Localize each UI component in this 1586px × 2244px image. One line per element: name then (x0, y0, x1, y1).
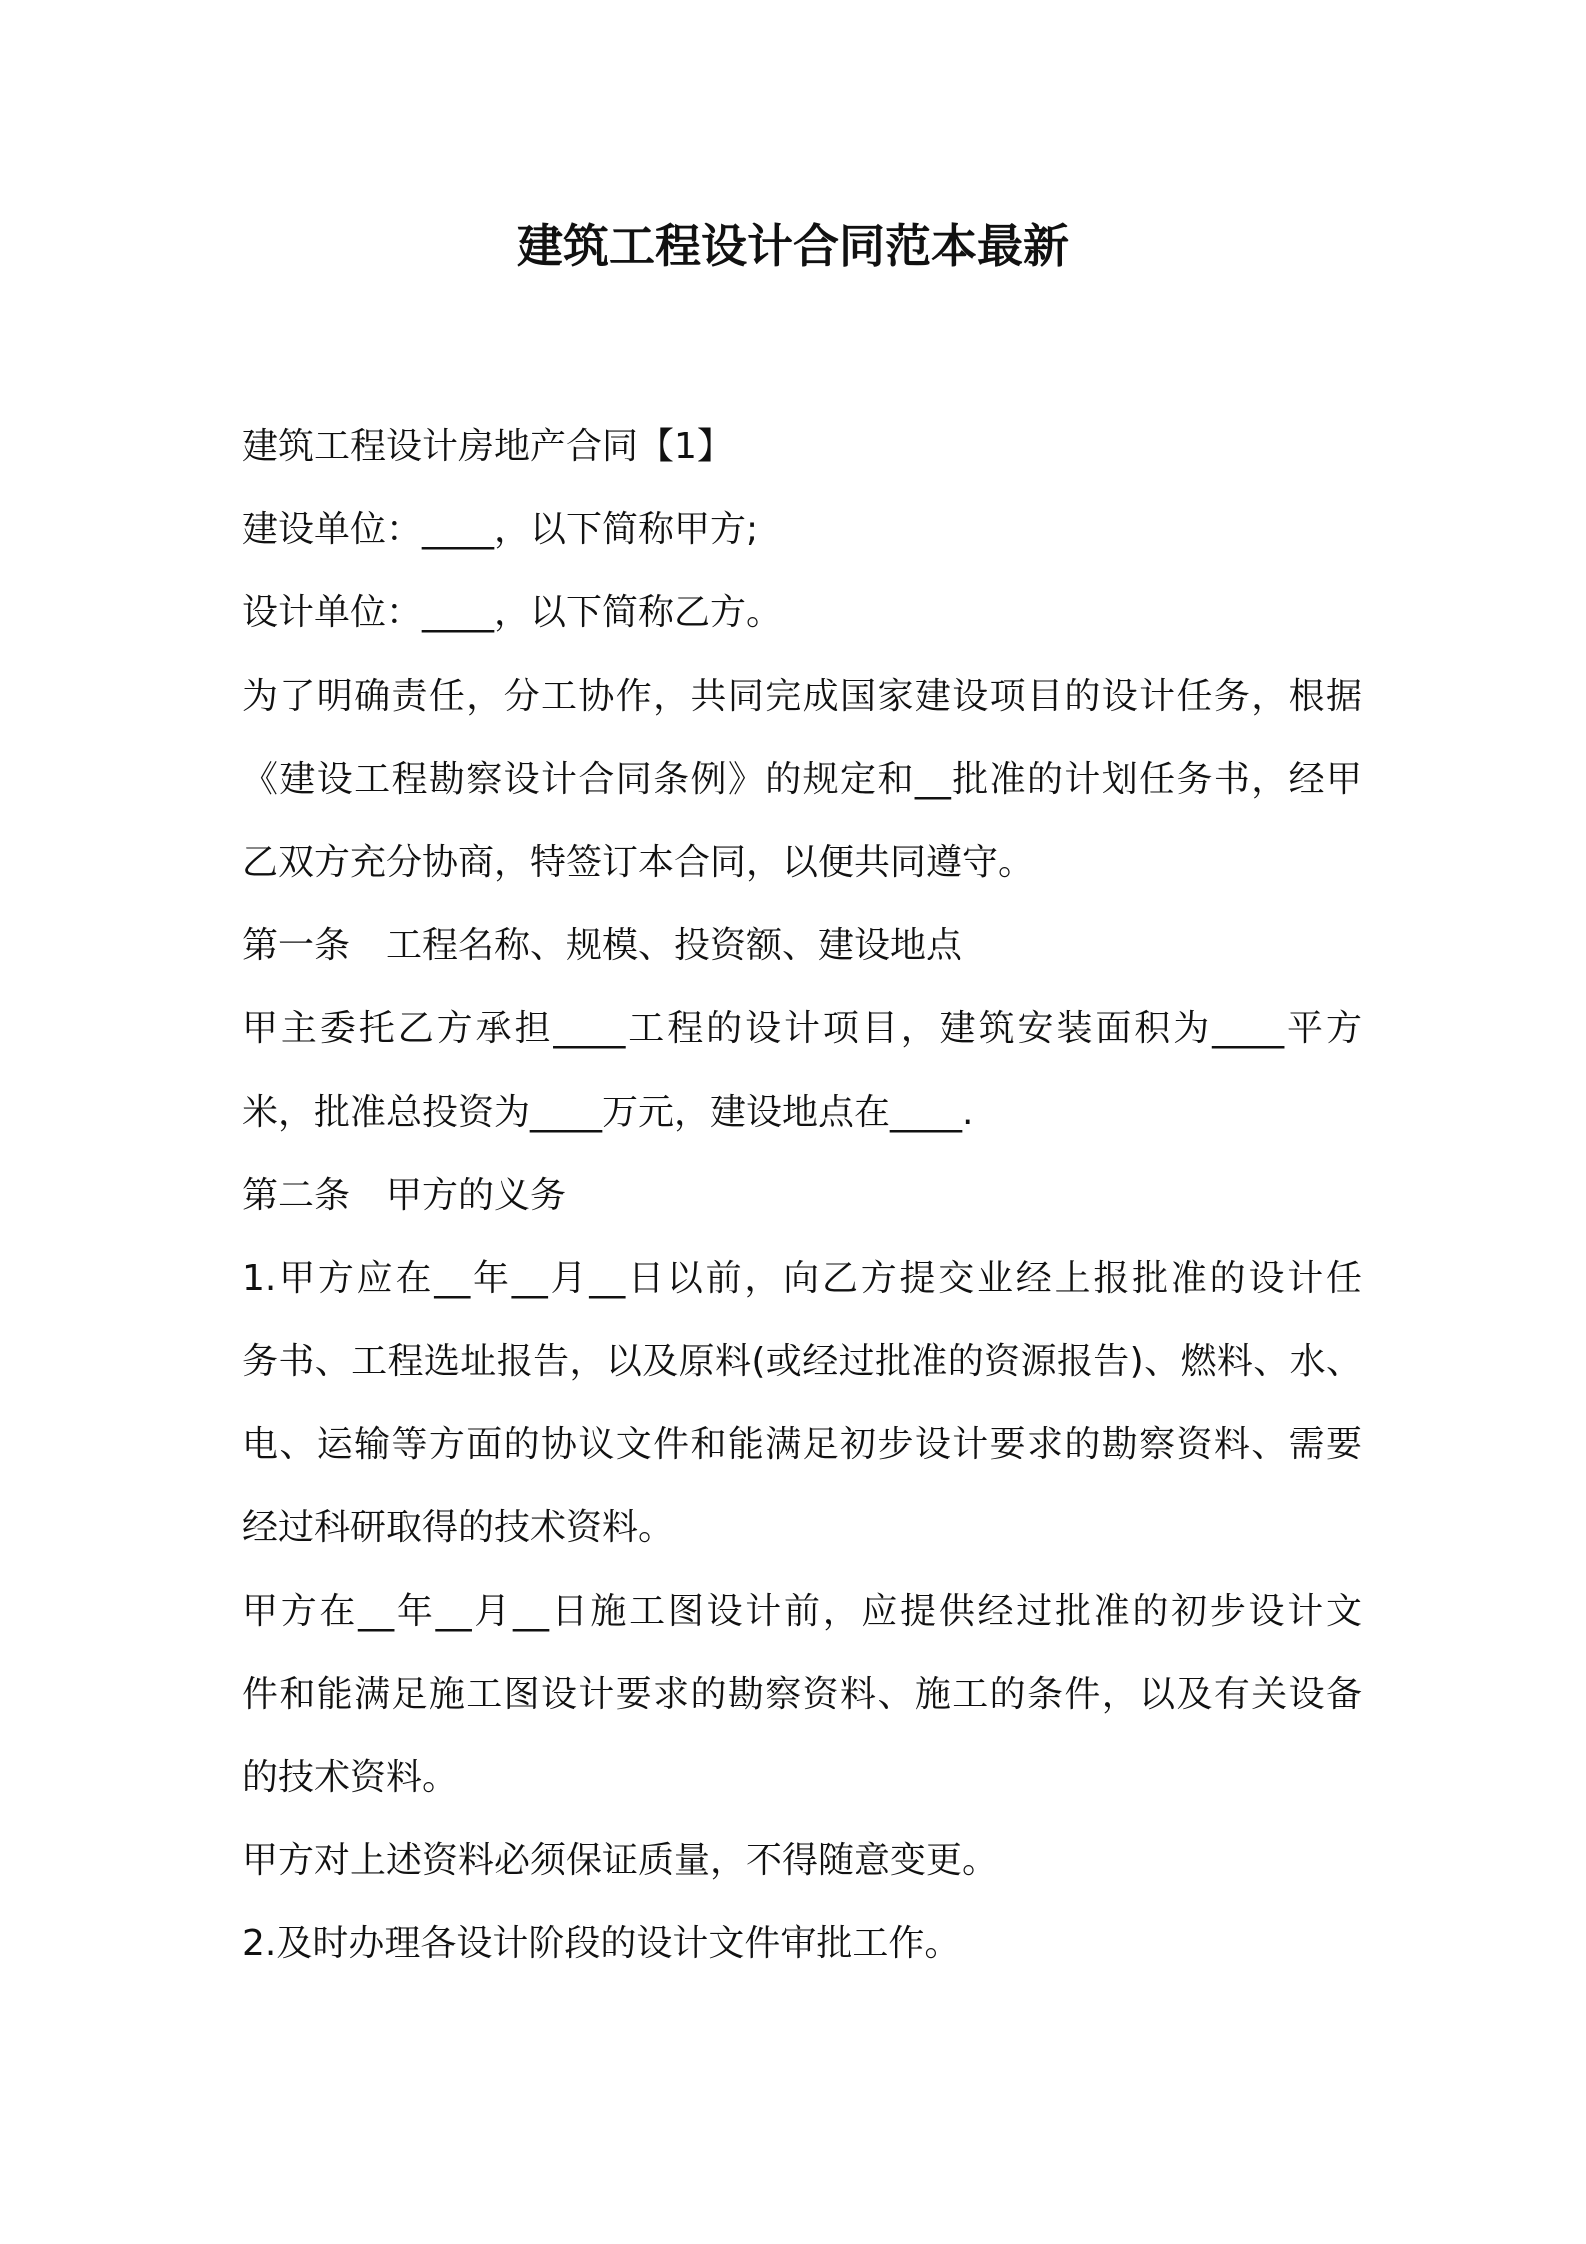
paragraph-line: 1.甲方应在__年__月__日以前，向乙方提交业经上报批准的设计任 (242, 1257, 1362, 1299)
article-heading: 第一条 工程名称、规模、投资额、建设地点 (242, 925, 963, 967)
article-heading: 第二条 甲方的义务 (242, 1174, 567, 1216)
paragraph-line: 《建设工程勘察设计合同条例》的规定和__批准的计划任务书，经甲 (242, 758, 1362, 800)
document-title: 建筑工程设计合同范本最新 (517, 219, 1069, 273)
paragraph-line: 务书、工程选址报告，以及原料(或经过批准的资源报告)、燃料、水、 (242, 1341, 1362, 1383)
paragraph-line: 建设单位：____，以下简称甲方; (242, 509, 759, 551)
paragraph-line: 甲方在__年__月__日施工图设计前，应提供经过批准的初步设计文 (242, 1590, 1362, 1632)
section-heading: 建筑工程设计房地产合同【1】 (242, 426, 733, 467)
paragraph-line: 设计单位：____，以下简称乙方。 (242, 592, 783, 634)
paragraph-line: 乙双方充分协商，特签订本合同，以便共同遵守。 (242, 841, 1035, 883)
paragraph-line: 2.及时办理各设计阶段的设计文件审批工作。 (242, 1923, 961, 1965)
document-body (242, 405, 1362, 1986)
paragraph-line: 米，批准总投资为____万元，建设地点在____. (242, 1091, 974, 1133)
paragraph-line: 甲主委托乙方承担____工程的设计项目，建筑安装面积为____平方 (242, 1008, 1362, 1050)
paragraph-line: 经过科研取得的技术资料。 (242, 1507, 675, 1549)
paragraph-line: 电、运输等方面的协议文件和能满足初步设计要求的勘察资料、需要 (242, 1424, 1362, 1466)
paragraph-line: 的技术资料。 (242, 1757, 459, 1798)
paragraph-line: 甲方对上述资料必须保证质量，不得随意变更。 (242, 1840, 999, 1882)
paragraph-line: 为了明确责任，分工协作，共同完成国家建设项目的设计任务，根据 (242, 675, 1362, 717)
paragraph-line: 件和能满足施工图设计要求的勘察资料、施工的条件，以及有关设备 (242, 1673, 1362, 1715)
